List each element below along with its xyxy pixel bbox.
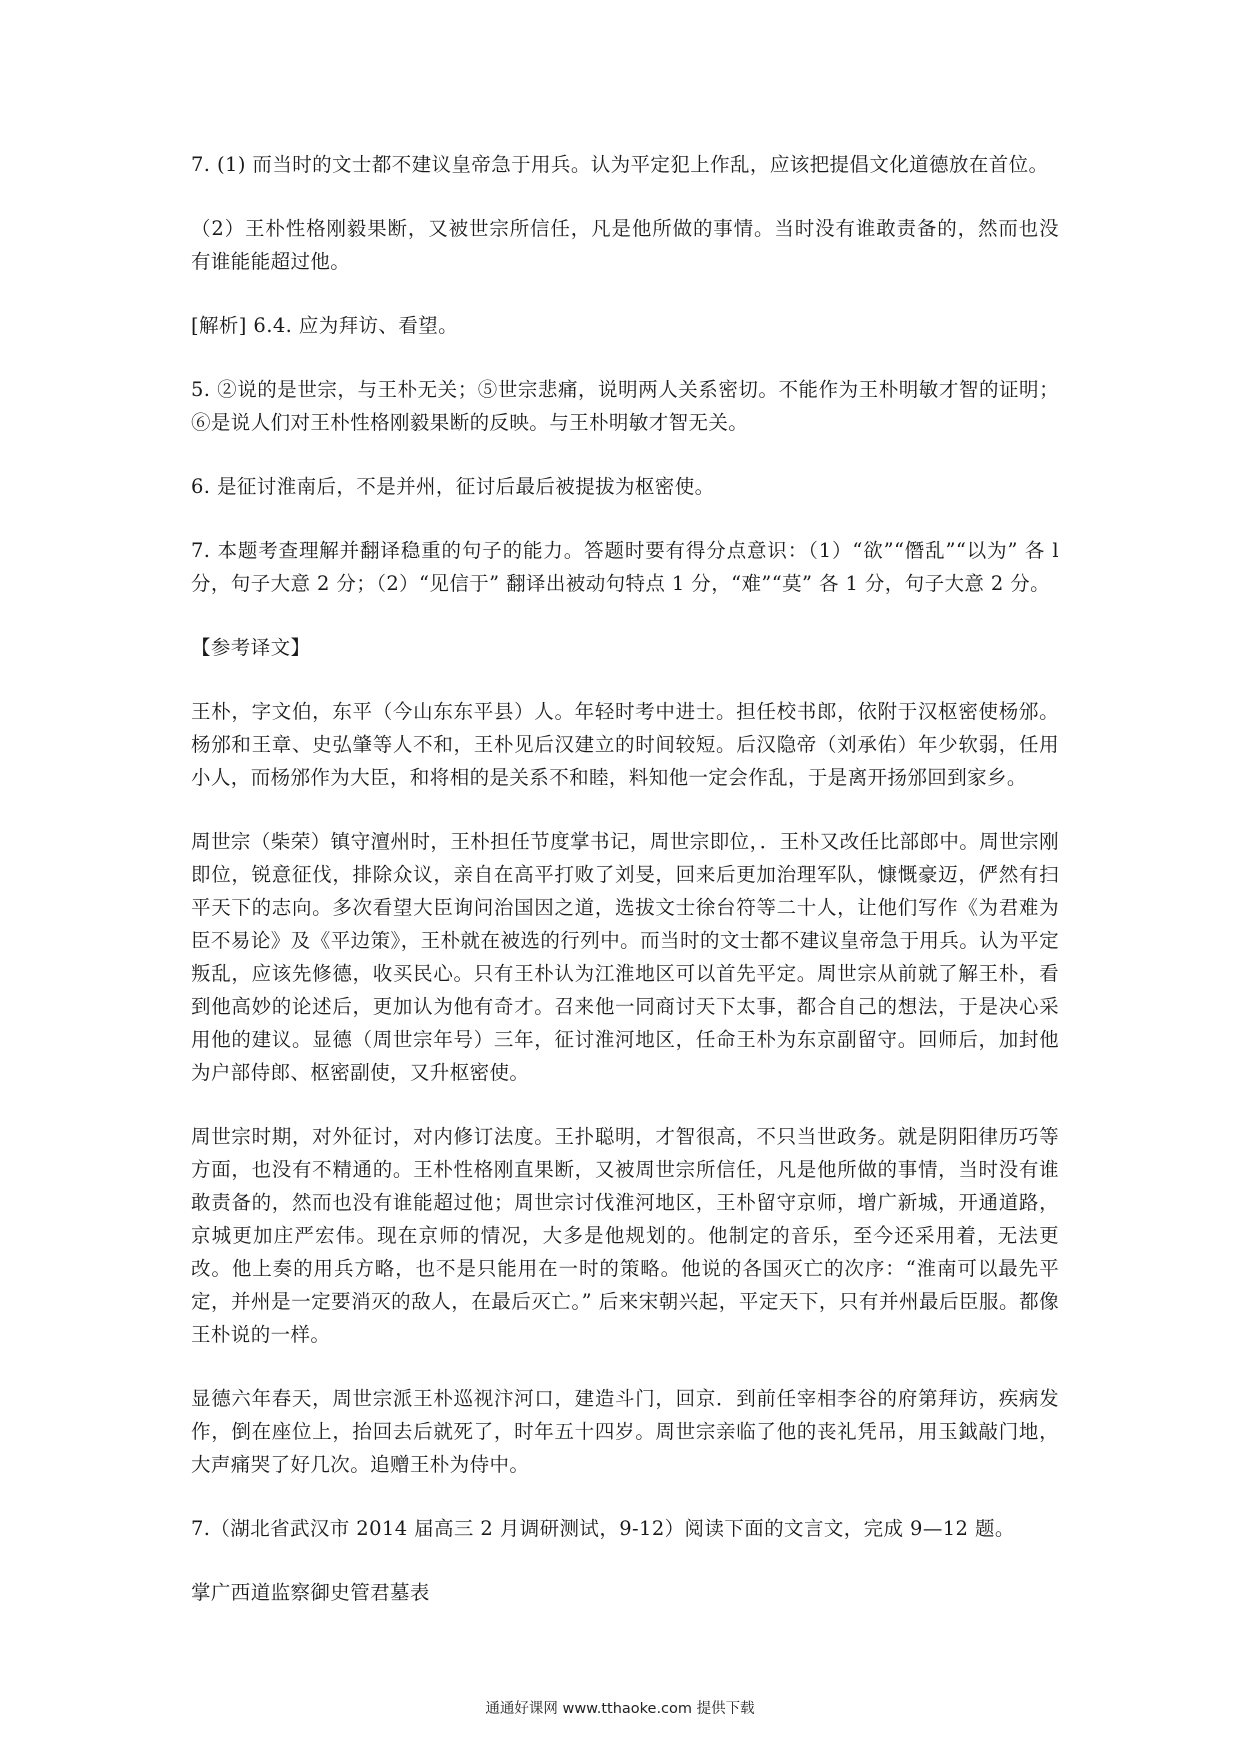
translation-paragraph: 周世宗（柴荣）镇守澶州时，王朴担任节度掌书记，周世宗即位，．王朴又改任比部郎中。周世宗刚即位，锐意征伐，排除众议，亲自在高平打败了刘旻，回来后更加治理军队，慷慨豪迈，俨然有扫平天下的志向。多次看望大臣询问治国因之道，选拔文士徐台符等二十人，让他们写作《为君难为臣不易论》及《平边策》，王朴就在被选的行列中。而当时的文士都不建议皇帝急于用兵。认为平定叛乱，应该先修德，收买民心。只有王朴认为江淮地区可以首先平定。周世宗从前就了解王朴，看到他高妙的论述后，更加认为他有奇才。召来他一同商讨天下太事，都合自己的想法，于是决心采用他的建议。显德（周世宗年号）三年，征讨淮河地区，任命王朴为东京副留守。回师后，加封他为户部侍郎、枢密副使，又升枢密使。 — [191, 830, 1059, 1084]
analysis-6: 6. 是征讨淮南后，不是并州，征讨后最后被提拔为枢密使。 — [191, 475, 715, 498]
translation-paragraph: 周世宗时期，对外征讨，对内修订法度。王扑聪明，才智很高，不只当世政务。就是阴阳律历巧等方面，也没有不精通的。王朴性格刚直果断，又被周世宗所信任，凡是他所做的事情，当时没有谁敢责备的，然而也没有谁能超过他；周世宗讨伐淮河地区，王朴留守京师，增广新城，开通道路，京城更加庄严宏伟。现在京师的情况，大多是他规划的。他制定的音乐，至今还采用着，无法更改。他上奏的用兵方略，也不是只能用在一时的策略。他说的各国灭亡的次序：“淮南可以最先平定，并州是一定要消灭的敌人，在最后灭亡。” 后来宋朝兴起，平定天下，只有并州最后臣服。都像王朴说的一样。 — [191, 1125, 1059, 1346]
page-footer: 通通好课网 www.tthaoke.com 提供下载 — [485, 1701, 755, 1717]
passage-title: 掌广西道监察御史管君墓表 — [191, 1581, 430, 1604]
question-7-intro: 7.（湖北省武汉市 2014 届高三 2 月调研测试，9-12）阅读下面的文言文，完成 9—12 题。 — [191, 1517, 1015, 1540]
translation-paragraph: 显德六年春天，周世宗派王朴巡视汴河口，建造斗门，回京．到前任宰相李谷的府第拜访，疾病发作，倒在座位上，抬回去后就死了，时年五十四岁。周世宗亲临了他的丧礼凭吊，用玉鉞敲门地，大声痛哭了好几次。追赠王朴为侍中。 — [191, 1387, 1059, 1476]
analysis-7: 7. 本题考查理解并翻译稳重的句子的能力。答题时要有得分点意识：（1）“欲”“僭乱”“以为” 各 l 分，句子大意 2 分；（2）“见信于” 翻译出被动句特点 1 分，“难”“莫” 各 1 分，句子大意 2 分。 — [191, 539, 1059, 595]
document-body — [191, 148, 1059, 1640]
answer-7-part-1: 7. (1) 而当时的文士都不建议皇帝急于用兵。认为平定犯上作乱，应该把提倡文化道德放在首位。 — [191, 153, 1049, 176]
analysis-5: 5. ②说的是世宗，与王朴无关；⑤世宗悲痛，说明两人关系密切。不能作为王朴明敏才智的证明；⑥是说人们对王朴性格刚毅果断的反映。与王朴明敏才智无关。 — [191, 378, 1059, 434]
answer-7-part-2: （2）王朴性格刚毅果断，又被世宗所信任，凡是他所做的事情。当时没有谁敢责备的，然而也没有谁能能超过他。 — [191, 217, 1059, 273]
translation-paragraph: 王朴，字文伯，东平（今山东东平县）人。年轻时考中进士。担任校书郎，依附于汉枢密使杨邠。杨邠和王章、史弘肇等人不和，王朴见后汉建立的时间较短。后汉隐帝（刘承佑）年少软弱，任用小人，而杨邠作为大臣，和将相的是关系不和睦，料知他一定会作乱，于是离开扬邠回到家乡。 — [191, 700, 1059, 789]
analysis-heading: [解析] 6.4. 应为拜访、看望。 — [191, 314, 459, 337]
reference-translation-heading: 【参考译文】 — [191, 636, 311, 659]
